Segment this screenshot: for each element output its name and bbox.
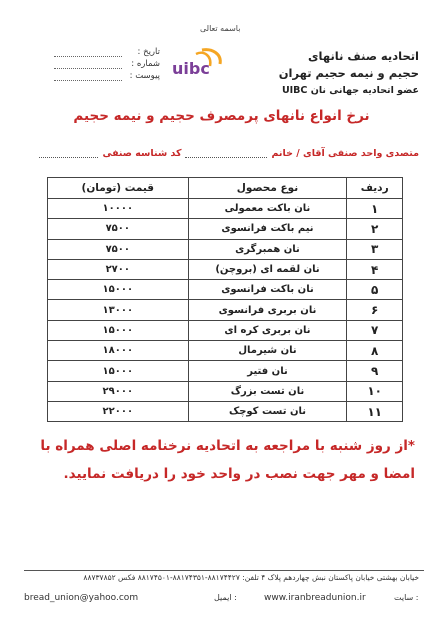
- product-name: نان تست کوچک: [188, 401, 347, 421]
- header-row-number: ردیف: [347, 178, 403, 199]
- number-label: شماره :: [131, 59, 160, 69]
- header-product: نوع محصول: [188, 178, 347, 199]
- product-price: ۱۰۰۰۰: [48, 199, 189, 219]
- product-name: نان همبرگری: [188, 239, 347, 259]
- footer-address: خیابان بهشتی خیابان پاکستان نبش چهاردهم پلاک ۴ تلفن: ۸۸۱۷۴۴۲۷-۸۸۱۷۴۳۵۱-۸۸۱۷۴۵۰۱ فکس ۸۸۷۳۷۸۵۲: [83, 573, 419, 582]
- product-price: ۱۵۰۰۰: [48, 361, 189, 381]
- table-header-row: [48, 178, 403, 199]
- attachment-label: پیوست :: [129, 71, 160, 81]
- row-number: ۲: [347, 219, 403, 239]
- product-price: ۲۷۰۰: [48, 259, 189, 279]
- uibc-logo-icon: [166, 44, 230, 84]
- product-name: نان فتیر: [188, 361, 347, 381]
- applicant-field: [185, 149, 267, 158]
- attachment-field: [54, 72, 122, 81]
- table-row: [48, 361, 403, 381]
- row-number: ۳: [347, 239, 403, 259]
- page-title: نرخ انواع نانهای پرمصرف حجیم و نیمه حجیم: [73, 108, 370, 124]
- row-number: ۱: [347, 199, 403, 219]
- date-label: تاریخ :: [137, 47, 160, 57]
- number-field: [54, 60, 122, 69]
- footer-divider: [24, 570, 424, 571]
- product-name: نان بربری کره ای: [188, 320, 347, 340]
- table-row: [48, 300, 403, 320]
- row-number: ۶: [347, 300, 403, 320]
- row-number: ۱۱: [347, 401, 403, 421]
- uibc-logo: [166, 44, 230, 84]
- product-price: ۷۵۰۰: [48, 219, 189, 239]
- union-line-1: اتحادیه صنف نانهای: [308, 49, 419, 63]
- product-name: نان بربری فرانسوی: [188, 300, 347, 320]
- product-price: ۱۸۰۰۰: [48, 341, 189, 361]
- applicant-label: متصدی واحد صنفی آقای / خانم: [271, 148, 419, 159]
- product-price: ۱۳۰۰۰: [48, 300, 189, 320]
- row-number: ۵: [347, 280, 403, 300]
- product-name: نان لقمه ای (بروچن): [188, 259, 347, 279]
- table-row: [48, 320, 403, 340]
- product-price: ۲۲۰۰۰: [48, 401, 189, 421]
- footer-contact: [24, 593, 424, 607]
- guild-id-field: [39, 149, 98, 158]
- product-name: نان باکت فرانسوی: [188, 280, 347, 300]
- table-row: [48, 199, 403, 219]
- price-table: [47, 177, 403, 422]
- date-row: [50, 46, 160, 58]
- logo-text: uibc: [172, 59, 210, 78]
- header-price: قیمت (تومان): [48, 178, 189, 199]
- letter-meta: [50, 46, 160, 82]
- date-field: [54, 48, 122, 57]
- website-link[interactable]: www.iranbreadunion.ir: [264, 593, 366, 603]
- union-line-2: حجیم و نیمه حجیم تهران: [278, 66, 419, 80]
- table-row: [48, 381, 403, 401]
- table-row: [48, 219, 403, 239]
- guild-id-label: کد شناسه صنفی: [102, 148, 182, 159]
- attachment-row: [50, 70, 160, 82]
- table-row: [48, 259, 403, 279]
- row-number: ۸: [347, 341, 403, 361]
- product-price: ۷۵۰۰: [48, 239, 189, 259]
- email-link[interactable]: bread_union@yahoo.com: [24, 593, 139, 603]
- website-label: سایت :: [394, 593, 419, 602]
- applicant-line: [39, 148, 419, 159]
- product-price: ۲۹۰۰۰: [48, 381, 189, 401]
- product-price: ۱۵۰۰۰: [48, 320, 189, 340]
- row-number: ۷: [347, 320, 403, 340]
- table-row: [48, 280, 403, 300]
- union-name-block: [209, 48, 419, 99]
- bismillah-text: باسمه تعالی: [200, 24, 241, 33]
- product-name: نان شیرمال: [188, 341, 347, 361]
- row-number: ۱۰: [347, 381, 403, 401]
- notice-text: *از روز شنبه با مراجعه به اتحادیه نرخنامه اصلی همراه با امضا و مهر جهت نصب در واحد خود را دریافت نمایید.: [40, 438, 415, 482]
- table-row: [48, 239, 403, 259]
- product-name: نان تست بزرگ: [188, 381, 347, 401]
- table-row: [48, 401, 403, 421]
- row-number: ۴: [347, 259, 403, 279]
- email-label: ایمیل :: [214, 593, 237, 602]
- number-row: [50, 58, 160, 70]
- row-number: ۹: [347, 361, 403, 381]
- product-price: ۱۵۰۰۰: [48, 280, 189, 300]
- union-line-3: عضو اتحادیه جهانی نان UIBC: [281, 85, 419, 96]
- product-name: نان باکت معمولی: [188, 199, 347, 219]
- table-row: [48, 341, 403, 361]
- product-name: نیم باکت فرانسوی: [188, 219, 347, 239]
